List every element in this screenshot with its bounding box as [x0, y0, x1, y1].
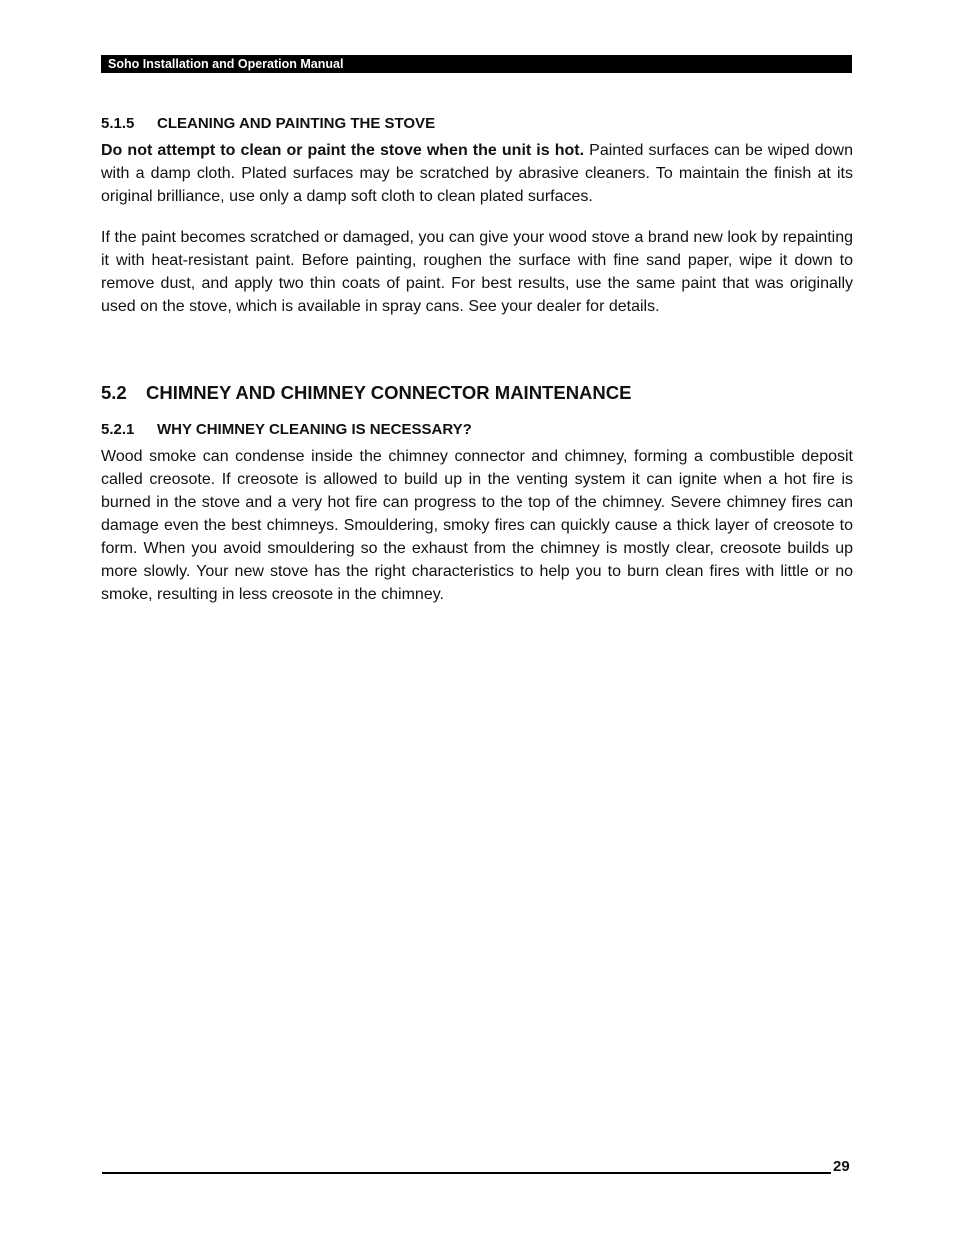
section-title: CHIMNEY AND CHIMNEY CONNECTOR MAINTENANCE [146, 382, 632, 403]
paragraph-cleaning [101, 139, 853, 208]
paragraph-painting: If the paint becomes scratched or damaged, you can give your wood stove a brand new look by repainting it with heat-resistant paint. Before painting, roughen the surface with fine sand paper, wipe it down to remove dust, and apply two thin coats of paint. For best results, use the same paint that was originally used on the stove, which is available in spray cans. See your dealer for details. [101, 229, 853, 315]
section-number: 5.2.1 [101, 421, 135, 438]
page-number: 29 [833, 1158, 850, 1175]
warning-text: Do not attempt to clean or paint the stove when the unit is hot. [101, 142, 585, 159]
paragraph-text: Painted surfaces can be wiped down with a damp cloth. Plated surfaces may be scratched by abrasive cleaners. To maintain the finish at its original brilliance, use only a damp soft cloth to clean plated surfaces. [101, 142, 853, 205]
section-title: CLEANING AND PAINTING THE STOVE [157, 115, 436, 132]
running-header [101, 55, 852, 73]
page-body [101, 112, 853, 606]
footer-rule [102, 1172, 831, 1174]
manual-title: Soho Installation and Operation Manual [108, 57, 344, 71]
section-number: 5.1.5 [101, 115, 135, 132]
heading-5-1-5 [101, 112, 853, 135]
paragraph-creosote: Wood smoke can condense inside the chimney connector and chimney, forming a combustible deposit called creosote. If creosote is allowed to build up in the venting system it can ignite when a hot fire is burned in the stove and a very hot fire can progress to the top of the chimney. Severe chimney fires can damage even the best chimneys. Smouldering, smoky fires can quickly cause a thick layer of creosote to form. When you avoid smouldering so the exhaust from the chimney is mostly clear, creosote builds up more slowly. Your new stove has the right characteristics to help you to burn clean fires with little or no smoke, resulting in less creosote in the chimney. [101, 448, 853, 603]
section-number: 5.2 [101, 382, 127, 403]
heading-5-2-1 [101, 418, 853, 441]
section-title: WHY CHIMNEY CLEANING IS NECESSARY? [157, 421, 472, 438]
heading-5-2 [101, 380, 853, 406]
